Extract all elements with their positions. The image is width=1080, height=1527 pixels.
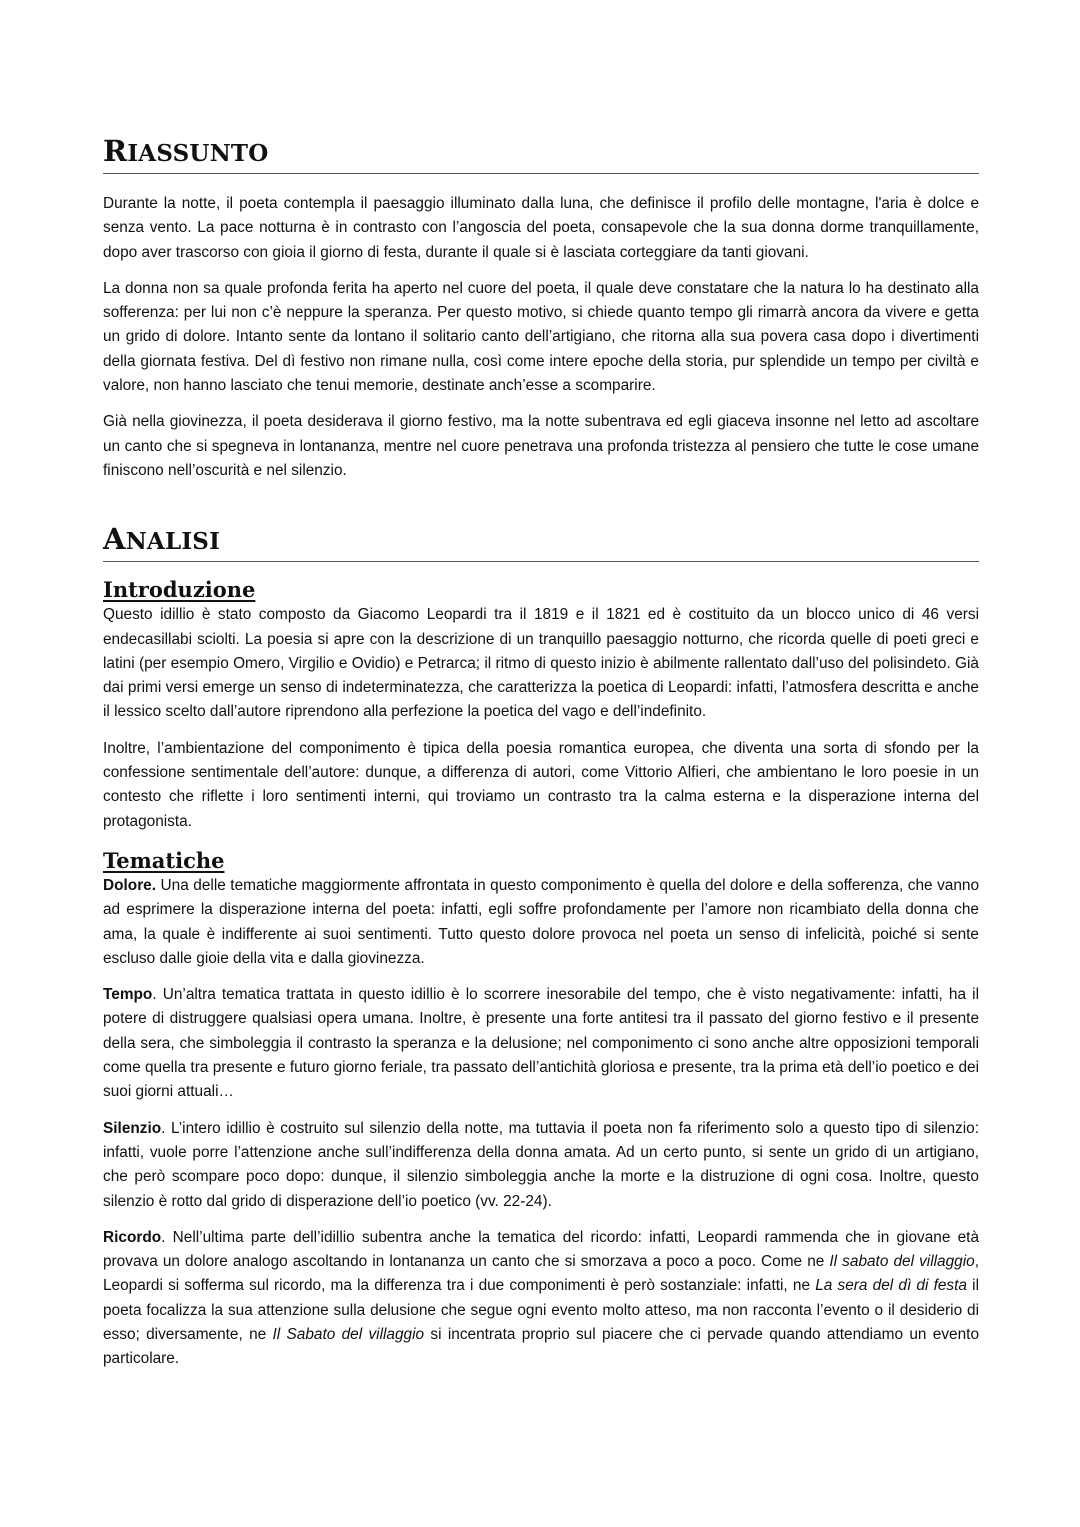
tematica-tempo-label: Tempo (103, 986, 153, 1004)
riassunto-heading-initial: R (103, 134, 128, 168)
tematica-ricordo-title-1: Il sabato del villaggio (829, 1253, 975, 1271)
tematica-silenzio-label: Silenzio (103, 1119, 162, 1137)
riassunto-heading (103, 133, 979, 174)
tematiche-heading: Tematiche (103, 847, 225, 873)
tematica-ricordo-text-1: . Nell’ultima parte dell’idillio subentra anche la tematica del ricordo: infatti, Leopardi rammenda che in giovane età provava un dolore analogo ascoltando in lontananza un canto che si smorzava a poco a poco. Come ne (103, 1228, 979, 1271)
riassunto-paragraph-3: Già nella giovinezza, il poeta desiderava il giorno festivo, ma la notte subentrava ed egli giaceva insonne nel letto ad ascoltare un canto che si spegneva in lontananza, mentre nel cuore penetrava una profonda tristezza al pensiero che tutte le cose umane finiscono nell’oscurità e nel silenzio. (103, 413, 979, 479)
riassunto-heading-rest: IASSUNTO (127, 140, 269, 167)
riassunto-paragraph-2: La donna non sa quale profonda ferita ha aperto nel cuore del poeta, il quale deve constatare che la natura lo ha destinato alla sofferenza: per lui non c’è neppure la speranza. Per questo motivo, si chiede quanto tempo gli rimarrà ancora da vivere e getta un grido di dolore. Intanto sente da lontano il solitario canto dell’artigiano, che ritorna alla sua povera casa dopo i divertimenti della giornata festiva. Del dì festivo non rimane nulla, così come intere epoche della storia, pur splendide un tempo per civiltà e valore, non hanno lasciato che tenui memorie, destinate anch’esse a scomparire. (103, 279, 979, 395)
tematica-ricordo-label: Ricordo (103, 1228, 162, 1246)
tematica-ricordo-title-3: Il Sabato del villaggio (272, 1325, 425, 1343)
analisi-heading-rest: NALISI (125, 528, 221, 556)
tematica-dolore-text: Una delle tematiche maggiormente affrontata in questo componimento è quella del dolore e della sofferenza, che vanno ad esprimere la disperazione interna del poeta: infatti, egli soffre profondamente per l’amore non ricambiato della donna che ama, la quale è indifferente ai suoi sentimenti. Tutto questo dolore provoca nel poeta un senso di infelicità, poiché si sente escluso dalle gioie della vita e dalla giovinezza. (103, 876, 979, 967)
introduzione-heading: Introduzione (103, 577, 256, 603)
tematica-silenzio-text: . L’intero idillio è costruito sul silenzio della notte, ma tuttavia il poeta non fa riferimento solo a questo tipo di silenzio: infatti, vuole porre l’attenzione anche sull’indifferenza della donna amata. Ad un certo punto, si sente un grido di un artigiano, che però scompare poco dopo: dunque, il silenzio simboleggia anche la morte e la distruzione di ogni cosa. Inoltre, questo silenzio è rotto dal grido di disperazione dell’io poetico (vv. 22-24). (103, 1119, 979, 1210)
tematica-dolore-label: Dolore. (103, 876, 157, 894)
analisi-heading-initial: A (103, 522, 126, 557)
introduzione-paragraph-1: Questo idillio è stato composto da Giacomo Leopardi tra il 1819 e il 1821 ed è costituito da un blocco unico di 46 versi endecasillabi sciolti. La poesia si apre con la descrizione di un tranquillo paesaggio notturno, che ricorda quelle di poeti greci e latini (per esempio Omero, Virgilio e Ovidio) e Petrarca; il ritmo di questo inizio è abilmente rallentato dall’uso del polisindeto. Già dai primi versi emerge un senso di indeterminatezza, che caratterizza la poetica di Leopardi: infatti, l’atmosfera descritta e anche il lessico scelto dall’autore riprendono alla perfezione la poetica del vago e dell’indefinito. (103, 606, 979, 721)
tematica-tempo-text: . Un’altra tematica trattata in questo idillio è lo scorrere inesorabile del tempo, che è visto negativamente: infatti, ha il potere di distruggere qualsiasi opera umana. Inoltre, è presente una forte antitesi tra il passato del giorno festivo e il presente della sera, che simboleggia il contrasto la speranza e la delusione; nel componimento ci sono anche altre opposizioni temporali come quella tra presente e futuro giorno feriale, tra passato dell’antichità gloriosa e presente, tra la prima età dell’io poetico e dei suoi giorni attuali… (103, 986, 979, 1101)
tematica-ricordo-text-3: il poeta focalizza la sua attenzione sulla delusione che segue ogni evento molto atteso, ma non racconta l’evento o il desiderio di esso; diversamente, ne (103, 1277, 979, 1343)
tematica-ricordo-text-4: si incentrata proprio sul piacere che ci pervade quando attendiamo un evento particolare. (103, 1325, 980, 1368)
introduzione-paragraph-2: Inoltre, l’ambientazione del componimento è tipica della poesia romantica europea, che diventa una sorta di sfondo per la confessione sentimentale dell’autore: dunque, a differenza di autori, come Vittorio Alfieri, che ambientano le loro poesie in un contesto che riflette i loro sentimenti interni, qui troviamo un contrasto tra la calma esterna e la disperazione interna del protagonista. (103, 739, 979, 830)
tematica-ricordo (103, 1226, 979, 1372)
tematica-silenzio (103, 1117, 979, 1214)
tematica-dolore (103, 874, 979, 971)
tematica-tempo (103, 983, 979, 1104)
tematica-ricordo-title-2: La sera del dì di festa (815, 1277, 967, 1295)
tematica-ricordo-text-2: , Leopardi si sofferma sul ricordo, ma la differenza tra i due componimenti è però sostanziale: infatti, ne (103, 1253, 979, 1295)
analisi-heading (103, 521, 979, 562)
document-page (103, 133, 979, 1372)
riassunto-paragraph-1: Durante la notte, il poeta contempla il paesaggio illuminato dalla luna, che definisce il profilo delle montagne, l'aria è dolce e senza vento. La pace notturna è in contrasto con l’angoscia del poeta, consapevole che la sua donna dorme tranquillamente, dopo aver trascorso con gioia il giorno di festa, durante il quale si è lasciata corteggiare da tanti giovani. (103, 195, 979, 261)
